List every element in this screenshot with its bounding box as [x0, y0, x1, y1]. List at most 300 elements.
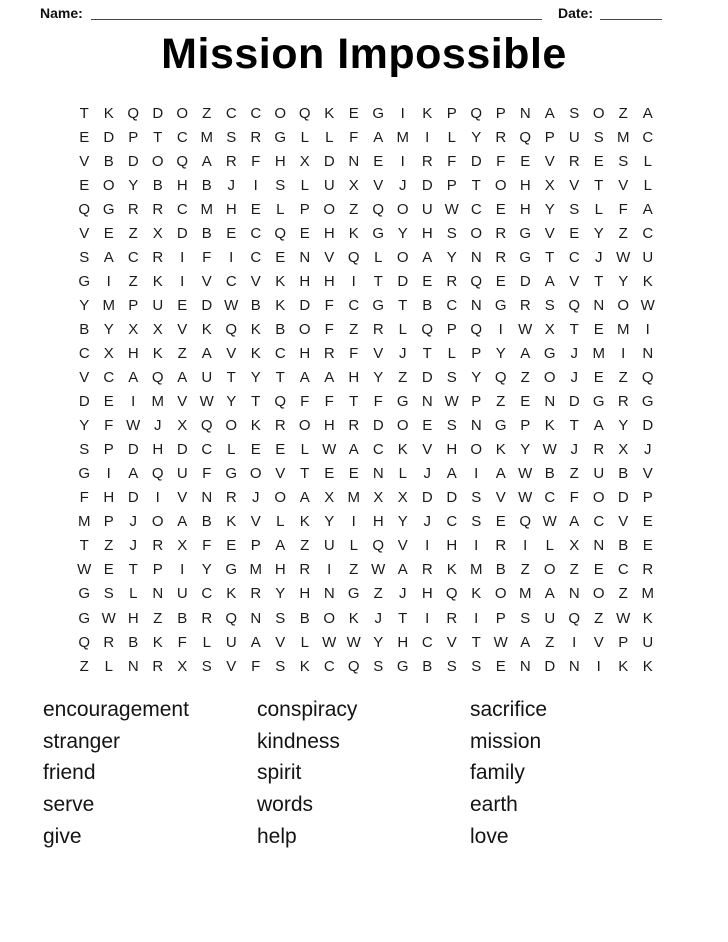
grid-cell: R	[495, 537, 507, 555]
grid-cell: H	[225, 200, 237, 218]
grid-cell: X	[103, 344, 114, 362]
word-list-item: earth	[470, 793, 518, 817]
grid-cell: W	[101, 609, 116, 627]
grid-cell: U	[421, 200, 433, 218]
grid-cell: O	[176, 104, 189, 122]
grid-cell: F	[373, 393, 383, 411]
grid-cell: P	[495, 609, 506, 627]
grid-cell: N	[593, 296, 605, 314]
grid-cell: Y	[618, 272, 629, 290]
grid-cell: A	[177, 513, 188, 531]
grid-cell: A	[495, 465, 506, 483]
grid-cell: G	[592, 393, 605, 411]
grid-cell: E	[250, 200, 261, 218]
grid-cell: I	[351, 272, 356, 290]
grid-cell: C	[421, 633, 433, 651]
grid-cell: J	[129, 537, 137, 555]
grid-row	[72, 221, 660, 245]
grid-cell: H	[152, 441, 164, 459]
grid-cell: S	[275, 609, 286, 627]
grid-cell: P	[446, 176, 457, 194]
grid-cell: Q	[421, 320, 434, 338]
grid-cell: S	[446, 224, 457, 242]
grid-cell: D	[617, 489, 629, 507]
grid-cell: I	[474, 537, 479, 555]
word-list-item: kindness	[257, 729, 340, 753]
grid-cell: Z	[349, 320, 359, 338]
grid-cell: P	[299, 200, 310, 218]
grid-cell: E	[226, 537, 237, 555]
grid-cell: K	[471, 585, 482, 603]
grid-cell: K	[422, 104, 433, 122]
word-list-item: serve	[43, 793, 95, 817]
grid-cell: O	[151, 513, 164, 531]
grid-cell: Y	[544, 200, 555, 218]
grid-cell: W	[640, 296, 655, 314]
grid-cell: P	[446, 320, 457, 338]
grid-cell: L	[374, 248, 383, 266]
grid-cell: X	[544, 320, 555, 338]
grid-cell: W	[346, 633, 361, 651]
grid-cell: Y	[618, 417, 629, 435]
grid-cell: I	[498, 320, 503, 338]
grid-cell: V	[544, 224, 555, 242]
grid-cell: T	[79, 537, 89, 555]
grid-cell: E	[495, 272, 506, 290]
word-list-item: family	[470, 761, 525, 785]
grid-cell: E	[569, 224, 580, 242]
grid-cell: R	[446, 609, 458, 627]
grid-cell: F	[251, 152, 261, 170]
word-search-grid	[72, 101, 660, 678]
grid-cell: I	[621, 344, 626, 362]
grid-cell: J	[644, 441, 652, 459]
grid-cell: S	[593, 128, 604, 146]
grid-cell: O	[494, 176, 507, 194]
grid-cell: D	[372, 417, 384, 435]
grid-cell: F	[324, 296, 334, 314]
grid-cell: L	[129, 585, 138, 603]
grid-cell: K	[348, 224, 359, 242]
grid-cell: M	[347, 489, 360, 507]
grid-cell: O	[274, 489, 287, 507]
grid-cell: C	[201, 585, 213, 603]
grid-cell: A	[373, 128, 384, 146]
grid-cell: R	[152, 657, 164, 675]
grid-cell: C	[323, 657, 335, 675]
grid-cell: F	[202, 465, 212, 483]
grid-cell: N	[544, 393, 556, 411]
grid-cell: C	[642, 224, 654, 242]
grid-cell: C	[544, 489, 556, 507]
grid-cell: F	[324, 320, 334, 338]
grid-cell: N	[519, 657, 531, 675]
grid-cell: V	[275, 633, 286, 651]
grid-cell: X	[544, 176, 555, 194]
grid-cell: J	[374, 609, 382, 627]
grid-cell: W	[542, 513, 557, 531]
grid-cell: H	[274, 561, 286, 579]
grid-cell: O	[617, 296, 630, 314]
word-list-item: sacrifice	[470, 698, 548, 721]
grid-cell: H	[299, 344, 311, 362]
grid-cell: C	[617, 561, 629, 579]
grid-cell: K	[324, 104, 335, 122]
grid-cell: G	[347, 585, 360, 603]
grid-cell: S	[201, 657, 212, 675]
grid-cell: K	[201, 320, 212, 338]
grid-cell: A	[544, 104, 555, 122]
grid-cell: N	[593, 537, 605, 555]
grid-cell: J	[570, 441, 578, 459]
grid-cell: B	[422, 296, 433, 314]
grid-cell: Q	[494, 369, 507, 387]
grid-cell: W	[616, 609, 631, 627]
grid-cell: R	[348, 417, 360, 435]
grid-cell: X	[569, 537, 580, 555]
grid-cell: P	[471, 393, 482, 411]
word-list-item: spirit	[257, 761, 302, 785]
grid-cell: Y	[226, 393, 237, 411]
grid-row	[72, 269, 660, 293]
grid-cell: R	[642, 561, 654, 579]
grid-cell: E	[103, 224, 114, 242]
grid-cell: R	[421, 561, 433, 579]
grid-cell: B	[618, 465, 629, 483]
grid-cell: R	[225, 489, 237, 507]
grid-cell: Z	[520, 369, 530, 387]
grid-row	[72, 582, 660, 606]
grid-cell: S	[275, 176, 286, 194]
grid-cell: T	[594, 272, 604, 290]
grid-cell: S	[569, 200, 580, 218]
grid-cell: G	[372, 104, 385, 122]
grid-cell: C	[176, 128, 188, 146]
grid-cell: G	[396, 657, 409, 675]
word-list-item: words	[257, 793, 314, 817]
grid-cell: C	[470, 200, 482, 218]
grid-cell: V	[544, 152, 555, 170]
grid-cell: J	[570, 344, 578, 362]
grid-cell: D	[78, 393, 90, 411]
grid-cell: B	[495, 561, 506, 579]
grid-cell: V	[324, 248, 335, 266]
grid-cell: R	[250, 585, 262, 603]
grid-cell: N	[152, 585, 164, 603]
grid-cell: J	[423, 465, 431, 483]
grid-cell: Q	[372, 200, 385, 218]
grid-cell: Z	[569, 465, 579, 483]
grid-cell: Q	[200, 417, 213, 435]
grid-cell: W	[77, 561, 92, 579]
grid-cell: B	[422, 657, 433, 675]
grid-row	[72, 317, 660, 341]
grid-row	[72, 438, 660, 462]
grid-cell: E	[79, 128, 90, 146]
grid-cell: V	[79, 369, 90, 387]
grid-row	[72, 197, 660, 221]
word-list-item: mission	[470, 729, 542, 753]
grid-cell: O	[249, 465, 262, 483]
grid-cell: H	[323, 272, 335, 290]
word-list-item: love	[470, 824, 509, 848]
date-label: Date:	[557, 5, 593, 21]
grid-cell: F	[349, 344, 359, 362]
grid-cell: D	[421, 489, 433, 507]
grid-cell: U	[642, 633, 654, 651]
grid-cell: G	[78, 272, 91, 290]
grid-cell: P	[544, 128, 555, 146]
grid-cell: V	[397, 537, 408, 555]
grid-cell: M	[200, 200, 213, 218]
grid-cell: B	[275, 320, 286, 338]
grid-cell: N	[421, 393, 433, 411]
grid-cell: T	[226, 369, 236, 387]
grid-cell: P	[471, 344, 482, 362]
grid-cell: Q	[274, 224, 287, 242]
grid-cell: I	[253, 176, 258, 194]
grid-cell: M	[617, 128, 630, 146]
grid-cell: I	[400, 152, 405, 170]
grid-cell: Q	[274, 393, 287, 411]
grid-cell: I	[425, 128, 430, 146]
grid-cell: L	[276, 200, 285, 218]
grid-cell: Q	[641, 369, 654, 387]
grid-cell: W	[322, 633, 337, 651]
grid-cell: S	[103, 585, 114, 603]
grid-cell: L	[300, 176, 309, 194]
grid-cell: E	[275, 441, 286, 459]
grid-cell: P	[495, 104, 506, 122]
grid-cell: C	[593, 513, 605, 531]
grid-cell: W	[444, 393, 459, 411]
grid-cell: H	[446, 441, 458, 459]
grid-cell: W	[371, 561, 386, 579]
grid-row	[72, 510, 660, 534]
grid-cell: H	[103, 489, 115, 507]
grid-cell: F	[251, 657, 261, 675]
grid-cell: W	[518, 320, 533, 338]
grid-cell: D	[519, 272, 531, 290]
grid-cell: O	[543, 369, 556, 387]
grid-cell: E	[593, 320, 604, 338]
grid-cell: W	[199, 393, 214, 411]
grid-cell: A	[128, 465, 139, 483]
grid-cell: H	[446, 537, 458, 555]
grid-cell: R	[127, 200, 139, 218]
grid-cell: Z	[349, 561, 359, 579]
grid-cell: R	[152, 200, 164, 218]
grid-cell: V	[373, 344, 384, 362]
grid-cell: C	[446, 513, 458, 531]
grid-cell: Q	[225, 320, 238, 338]
grid-cell: E	[593, 152, 604, 170]
grid-cell: W	[542, 441, 557, 459]
grid-row	[72, 486, 660, 510]
grid-cell: A	[593, 417, 604, 435]
grid-cell: H	[421, 585, 433, 603]
grid-cell: S	[79, 441, 90, 459]
grid-row	[72, 654, 660, 678]
grid-cell: W	[616, 248, 631, 266]
grid-cell: N	[127, 657, 139, 675]
grid-cell: Z	[300, 537, 310, 555]
grid-cell: C	[274, 344, 286, 362]
grid-cell: V	[201, 272, 212, 290]
grid-cell: V	[177, 393, 188, 411]
grid-cell: R	[495, 128, 507, 146]
grid-cell: G	[494, 417, 507, 435]
grid-cell: H	[519, 176, 531, 194]
grid-cell: J	[595, 248, 603, 266]
grid-cell: T	[545, 248, 555, 266]
grid-cell: V	[618, 513, 629, 531]
word-list-column	[470, 694, 547, 853]
grid-cell: Y	[250, 369, 261, 387]
word-list-item: help	[257, 824, 297, 848]
grid-cell: E	[422, 272, 433, 290]
grid-cell: Z	[618, 224, 628, 242]
grid-cell: Q	[347, 657, 360, 675]
grid-cell: T	[569, 320, 579, 338]
grid-cell: D	[103, 128, 115, 146]
grid-row	[72, 630, 660, 654]
grid-cell: D	[299, 296, 311, 314]
grid-cell: Z	[618, 585, 628, 603]
grid-cell: O	[323, 200, 336, 218]
grid-cell: V	[79, 152, 90, 170]
grid-cell: L	[349, 537, 358, 555]
grid-cell: Y	[471, 369, 482, 387]
grid-cell: D	[642, 417, 654, 435]
grid-cell: L	[300, 441, 309, 459]
grid-cell: O	[396, 248, 409, 266]
grid-cell: V	[569, 272, 580, 290]
grid-cell: E	[593, 561, 604, 579]
grid-cell: R	[103, 633, 115, 651]
grid-cell: Q	[176, 152, 189, 170]
grid-cell: M	[200, 128, 213, 146]
grid-cell: T	[594, 176, 604, 194]
grid-cell: Q	[151, 369, 164, 387]
grid-cell: E	[103, 561, 114, 579]
grid-cell: X	[152, 320, 163, 338]
grid-cell: R	[495, 248, 507, 266]
grid-cell: T	[251, 393, 261, 411]
grid-cell: Y	[397, 224, 408, 242]
grid-cell: Y	[520, 441, 531, 459]
grid-cell: Z	[202, 104, 212, 122]
grid-cell: M	[151, 393, 164, 411]
grid-cell: B	[103, 152, 114, 170]
word-list-column	[257, 694, 357, 853]
grid-cell: D	[152, 104, 164, 122]
grid-cell: D	[323, 152, 335, 170]
grid-cell: G	[102, 200, 115, 218]
grid-cell: A	[544, 585, 555, 603]
grid-cell: L	[398, 465, 407, 483]
grid-cell: N	[519, 104, 531, 122]
grid-cell: K	[152, 344, 163, 362]
grid-cell: R	[152, 248, 164, 266]
grid-cell: Z	[520, 561, 530, 579]
grid-cell: I	[180, 272, 185, 290]
grid-cell: X	[618, 441, 629, 459]
grid-cell: L	[447, 128, 456, 146]
grid-cell: U	[323, 537, 335, 555]
grid-cell: E	[348, 465, 359, 483]
grid-cell: R	[250, 128, 262, 146]
grid-cell: O	[470, 224, 483, 242]
grid-cell: V	[618, 176, 629, 194]
grid-cell: I	[180, 248, 185, 266]
grid-cell: C	[225, 272, 237, 290]
grid-cell: L	[276, 513, 285, 531]
grid-row	[72, 414, 660, 438]
grid-cell: C	[642, 128, 654, 146]
grid-cell: H	[421, 224, 433, 242]
grid-cell: S	[446, 417, 457, 435]
grid-cell: H	[299, 585, 311, 603]
grid-cell: C	[103, 369, 115, 387]
grid-cell: V	[275, 465, 286, 483]
grid-cell: I	[106, 465, 111, 483]
grid-cell: E	[642, 537, 653, 555]
grid-cell: V	[226, 657, 237, 675]
grid-cell: D	[446, 489, 458, 507]
grid-cell: D	[176, 441, 188, 459]
grid-cell: U	[593, 465, 605, 483]
grid-cell: B	[299, 609, 310, 627]
grid-cell: E	[103, 393, 114, 411]
grid-cell: A	[569, 513, 580, 531]
grid-cell: V	[79, 224, 90, 242]
grid-cell: H	[299, 272, 311, 290]
grid-cell: K	[348, 609, 359, 627]
grid-row	[72, 606, 660, 630]
grid-cell: H	[372, 513, 384, 531]
grid-cell: L	[227, 441, 236, 459]
grid-cell: Y	[446, 248, 457, 266]
grid-cell: P	[446, 104, 457, 122]
grid-row	[72, 173, 660, 197]
grid-cell: M	[519, 585, 532, 603]
grid-cell: N	[250, 609, 262, 627]
grid-cell: H	[274, 152, 286, 170]
grid-cell: H	[348, 369, 360, 387]
grid-cell: H	[323, 224, 335, 242]
grid-cell: E	[495, 200, 506, 218]
grid-cell: S	[79, 248, 90, 266]
grid-cell: A	[177, 369, 188, 387]
grid-cell: G	[225, 465, 238, 483]
grid-cell: X	[128, 320, 139, 338]
grid-cell: E	[177, 296, 188, 314]
grid-cell: J	[399, 585, 407, 603]
grid-cell: R	[201, 609, 213, 627]
grid-cell: C	[250, 248, 262, 266]
grid-cell: W	[518, 489, 533, 507]
grid-cell: M	[78, 513, 91, 531]
grid-cell: L	[398, 320, 407, 338]
grid-cell: A	[128, 369, 139, 387]
grid-cell: F	[447, 152, 457, 170]
grid-cell: N	[642, 344, 654, 362]
grid-cell: R	[568, 152, 580, 170]
grid-cell: C	[225, 104, 237, 122]
grid-cell: E	[226, 224, 237, 242]
header	[40, 4, 662, 21]
